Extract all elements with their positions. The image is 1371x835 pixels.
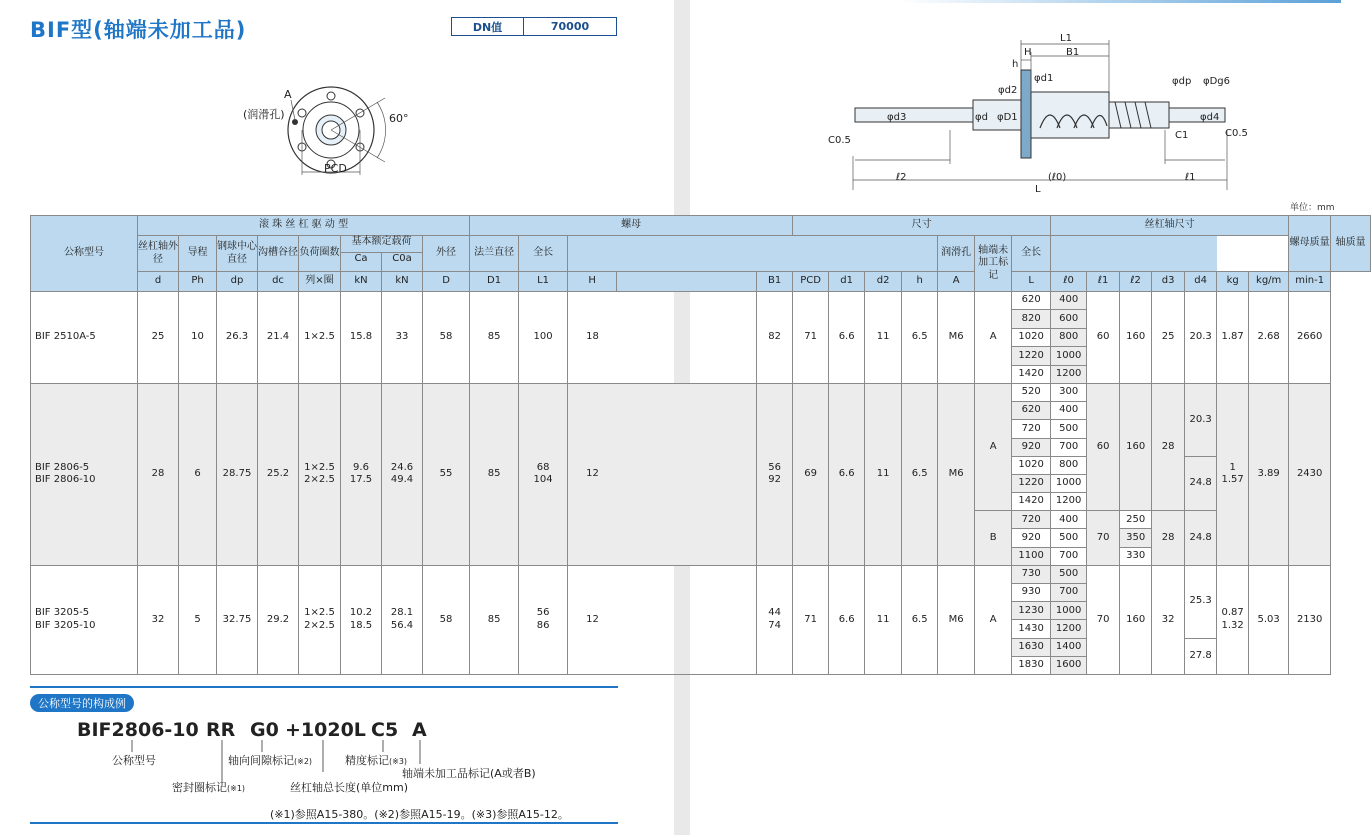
r3-c0a1: 28.1 — [390, 607, 414, 619]
r3-model2: BIF 3205-10 — [35, 619, 96, 631]
cap-seal-note: (※1) — [227, 784, 246, 793]
r2-l0A-2: 500 — [1051, 420, 1087, 438]
r3-L-2: 1230 — [1012, 602, 1051, 620]
r3-L1 — [519, 565, 568, 674]
hdr-c0a: C0a — [392, 253, 412, 264]
hdr-model: 公称型号 — [31, 216, 138, 292]
r3-shaft-mass: 5.03 — [1249, 565, 1289, 674]
u-kn1: kN — [341, 272, 382, 292]
code-model: BIF2806-10 — [77, 719, 199, 741]
r1-l0-1: 600 — [1051, 310, 1087, 328]
r2-LA-3: 920 — [1012, 438, 1051, 456]
r3-l0-3: 1200 — [1051, 620, 1087, 638]
r1-ca: 15.8 — [341, 292, 382, 384]
r1-A: M6 — [938, 292, 975, 384]
u-L1: L1 — [519, 272, 568, 292]
drawing-label-Dg6: φDg6 — [1203, 76, 1231, 87]
r3-l2: 160 — [1120, 565, 1152, 674]
drawing-label-B1: B1 — [1066, 47, 1080, 58]
r3-L-4: 1630 — [1012, 638, 1051, 656]
r3-turns2: 2×2.5 — [304, 619, 335, 631]
r2-h: 6.5 — [902, 383, 938, 565]
r2-nut-mass1: 1 — [1229, 461, 1236, 473]
u-kgm: kg/m — [1249, 272, 1289, 292]
r2-c0a2: 49.4 — [390, 474, 414, 486]
r2-d4b: 24.8 — [1185, 456, 1217, 511]
r2-L1a: 68 — [536, 461, 550, 473]
hdr-flange-d: 法兰直径 — [470, 236, 519, 272]
r2-l0B-0: 400 — [1051, 511, 1087, 529]
r3-turns — [299, 565, 341, 674]
hdr-shaft-od: 丝杠轴外 径 — [138, 236, 179, 272]
r2-d3b: 28 — [1152, 511, 1185, 566]
drawing-label-l1: ℓ1 — [1185, 172, 1196, 183]
drawing-label-angle: 60° — [389, 112, 409, 125]
r1-nut-mass: 1.87 — [1217, 292, 1249, 384]
u-ph: Ph — [179, 272, 217, 292]
u-D: D — [423, 272, 470, 292]
r1-L1: 100 — [519, 292, 568, 384]
hdr-pcd-blank — [793, 236, 829, 272]
u-blank — [617, 272, 757, 292]
hdr-b1-blank — [757, 236, 793, 272]
drawing-label-L1: L1 — [1060, 33, 1072, 44]
r3-ca2: 18.5 — [349, 619, 373, 631]
u-dp: dp — [217, 272, 258, 292]
r2-B1b: 92 — [768, 474, 781, 486]
r3-ca — [341, 565, 382, 674]
code-length: +1020L — [285, 719, 366, 741]
r2-l0B-1: 500 — [1051, 529, 1087, 547]
r1-model: BIF 2510A-5 — [31, 292, 138, 384]
drawing-label-l0: (ℓ0) — [1048, 172, 1067, 183]
r3-H: 12 — [568, 565, 617, 674]
hdr-d1-blank — [829, 236, 865, 272]
r1-c0a: 33 — [382, 292, 423, 384]
drawing-label-d2: φd2 — [998, 85, 1018, 96]
u-PCD: PCD — [793, 272, 829, 292]
code-end: A — [412, 719, 427, 741]
r3-model — [31, 565, 138, 674]
r1-l0-2: 800 — [1051, 328, 1087, 346]
r1-speed: 2660 — [1289, 292, 1331, 384]
r2-B1 — [757, 383, 793, 565]
r2-blank — [617, 383, 757, 565]
r2-turns1: 1×2.5 — [304, 461, 335, 473]
footnote: (※1)参照A15-380。(※2)参照A15-19。(※3)参照A15-12。 — [270, 808, 569, 821]
cap-clearance-text: 轴向间隙标记 — [228, 754, 294, 767]
r2-l0A-5: 1000 — [1051, 474, 1087, 492]
r2-D1: 85 — [470, 383, 519, 565]
hdr-shaft-end: 轴端未加工标记 — [975, 236, 1012, 292]
r3-ph: 5 — [179, 565, 217, 674]
r1-D1: 85 — [470, 292, 519, 384]
r2-dc: 25.2 — [258, 383, 299, 565]
u-d2: d2 — [865, 272, 902, 292]
r2-l0A-4: 800 — [1051, 456, 1087, 474]
r3-B1a: 44 — [768, 607, 781, 619]
r2-ca — [341, 383, 382, 565]
r2-nut-mass — [1217, 383, 1249, 565]
r2-shaft-mass: 3.89 — [1249, 383, 1289, 565]
r1-ph: 10 — [179, 292, 217, 384]
r3-nut-mass — [1217, 565, 1249, 674]
r3-d4b: 27.8 — [1185, 638, 1217, 674]
r2-model1: BIF 2806-5 — [35, 461, 90, 473]
r3-L-0: 730 — [1012, 565, 1051, 583]
r2-LB-0: 720 — [1012, 511, 1051, 529]
r3-L-5: 1830 — [1012, 656, 1051, 674]
drawing-label-pcd: PCD — [324, 162, 347, 175]
u-kg: kg — [1217, 272, 1249, 292]
r1-blank — [617, 292, 757, 384]
r2-D: 55 — [423, 383, 470, 565]
r3-d: 32 — [138, 565, 179, 674]
r3-L1b: 86 — [536, 619, 550, 631]
u-L: L — [1012, 272, 1051, 292]
r2-l0A-3: 700 — [1051, 438, 1087, 456]
r1-d4: 20.3 — [1185, 292, 1217, 384]
r3-blank — [617, 565, 757, 674]
dn-label: DN值 — [452, 18, 524, 35]
r2-ca2: 17.5 — [349, 474, 373, 486]
hdr-nut-group: 螺母 — [470, 216, 793, 236]
r2-LA-5: 1220 — [1012, 474, 1051, 492]
r3-c0a — [382, 565, 423, 674]
r2-turns2: 2×2.5 — [304, 474, 335, 486]
r2-d1: 6.6 — [829, 383, 865, 565]
r2-d2: 11 — [865, 383, 902, 565]
u-d: d — [138, 272, 179, 292]
r3-D1: 85 — [470, 565, 519, 674]
r3-d3: 32 — [1152, 565, 1185, 674]
r2-l0A-6: 1200 — [1051, 493, 1087, 511]
r1-mark: A — [975, 292, 1012, 384]
hdr-ball-dia: 钢球中心直径 — [217, 236, 258, 272]
drawing-label-D1: φD1 — [997, 112, 1018, 123]
drawing-label-d: φd — [975, 112, 988, 123]
hdr-hh-blank — [902, 236, 938, 272]
cap-seal — [172, 779, 245, 795]
r1-L-1: 820 — [1012, 310, 1051, 328]
r1-dc: 21.4 — [258, 292, 299, 384]
r2-LA-2: 720 — [1012, 420, 1051, 438]
r2-LA-4: 1020 — [1012, 456, 1051, 474]
hdr-lube: 润滑孔 — [938, 236, 975, 272]
r3-l0-5: 1600 — [1051, 656, 1087, 674]
r1-L-2: 1020 — [1012, 328, 1051, 346]
example-top-rule — [30, 686, 618, 688]
r2-d4c: 24.8 — [1185, 511, 1217, 566]
r2-d4a: 20.3 — [1185, 383, 1217, 456]
r3-dc: 29.2 — [258, 565, 299, 674]
r3-ca1: 10.2 — [349, 607, 373, 619]
hdr-shaft-mass: 轴质量 — [1331, 216, 1371, 272]
drawing-label-C1: C1 — [1175, 130, 1189, 141]
r2-ca1: 9.6 — [353, 461, 369, 473]
u-D1: D1 — [470, 272, 519, 292]
hdr-rated-load-label: 基本额定载荷 — [341, 236, 422, 253]
u-d3: d3 — [1152, 272, 1185, 292]
drawing-label-d1: φd1 — [1034, 73, 1054, 84]
r2-d3a: 28 — [1152, 383, 1185, 510]
dn-value-box — [451, 17, 617, 36]
u-kn2: kN — [382, 272, 423, 292]
r2-LB-1: 920 — [1012, 529, 1051, 547]
code-precision: C5 — [371, 719, 399, 741]
cap-seal-text: 密封圈标记 — [172, 781, 227, 794]
drawing-label-L: L — [1035, 184, 1041, 195]
hdr-rated-load — [341, 236, 423, 272]
r3-d2: 11 — [865, 565, 902, 674]
r3-D: 58 — [423, 565, 470, 674]
r1-D: 58 — [423, 292, 470, 384]
drawing-label-d3: φd3 — [887, 112, 907, 123]
hdr-groove-dia: 沟槽谷径 — [258, 236, 299, 272]
code-seal: RR — [206, 719, 236, 741]
r3-model1: BIF 3205-5 — [35, 607, 90, 619]
r3-l1: 70 — [1087, 565, 1120, 674]
u-d1: d1 — [829, 272, 865, 292]
r3-h: 6.5 — [902, 565, 938, 674]
r3-L1a: 56 — [536, 607, 550, 619]
r2-d: 28 — [138, 383, 179, 565]
drawing-label-c05-left: C0.5 — [828, 135, 851, 146]
r2-model2: BIF 2806-10 — [35, 474, 96, 486]
drawing-label-dp: φdp — [1172, 76, 1192, 87]
r3-l0-4: 1400 — [1051, 638, 1087, 656]
hdr-d2-blank — [865, 236, 902, 272]
r2-l1b: 70 — [1087, 511, 1120, 566]
hdr-shaft-group: 丝杠轴尺寸 — [1051, 216, 1289, 236]
r3-l0-2: 1000 — [1051, 602, 1087, 620]
r2-c0a1: 24.6 — [390, 461, 414, 473]
r2-L1b: 104 — [533, 474, 553, 486]
r3-dp: 32.75 — [217, 565, 258, 674]
cap-precision-note: (※3) — [389, 757, 408, 766]
r2-ph: 6 — [179, 383, 217, 565]
r2-mark-b: B — [975, 511, 1012, 566]
r3-c0a2: 56.4 — [390, 619, 414, 631]
r2-turns — [299, 383, 341, 565]
hdr-lead: 导程 — [179, 236, 217, 272]
cap-precision — [345, 752, 407, 768]
cap-length: 丝杠轴总长度(单位mm) — [290, 781, 409, 794]
hdr-ca: Ca — [341, 253, 382, 271]
hdr-outer-d: 外径 — [423, 236, 470, 272]
r3-d4a: 25.3 — [1185, 565, 1217, 638]
hdr-h-blank — [568, 236, 617, 272]
drawing-label-H: H — [1024, 47, 1032, 58]
r2-L1 — [519, 383, 568, 565]
top-rule — [900, 0, 1341, 3]
r2-PCD: 69 — [793, 383, 829, 565]
hdr-blank-1 — [617, 236, 757, 272]
r2-LA-1: 620 — [1012, 402, 1051, 420]
hdr-screw-group: 滚 珠 丝 杠 驱 动 型 — [138, 216, 470, 236]
drawing-label-d4: φd4 — [1200, 112, 1220, 123]
r2-LA-0: 520 — [1012, 383, 1051, 401]
u-dc: dc — [258, 272, 299, 292]
r3-nut-mass2: 1.32 — [1221, 619, 1244, 631]
r1-l0-0: 400 — [1051, 292, 1087, 310]
drawing-label-h: h — [1012, 59, 1019, 70]
r2-B1a: 56 — [768, 461, 781, 473]
u-l0: ℓ0 — [1051, 272, 1087, 292]
drawing-label-lube: (润滑孔) — [243, 108, 285, 121]
r3-turns1: 1×2.5 — [304, 607, 335, 619]
u-l2: ℓ2 — [1120, 272, 1152, 292]
r2-l2B-2: 330 — [1120, 547, 1152, 565]
r1-B1: 82 — [757, 292, 793, 384]
spec-table — [30, 215, 1371, 675]
drawing-label-a: A — [284, 88, 292, 101]
u-B1: B1 — [757, 272, 793, 292]
r3-B1 — [757, 565, 793, 674]
u-l1: ℓ1 — [1087, 272, 1120, 292]
u-H: H — [568, 272, 617, 292]
r2-LB-2: 1100 — [1012, 547, 1051, 565]
r2-dp: 28.75 — [217, 383, 258, 565]
r1-h: 6.5 — [902, 292, 938, 384]
r3-d1: 6.6 — [829, 565, 865, 674]
cap-model: 公称型号 — [112, 754, 156, 767]
u-d4: d4 — [1185, 272, 1217, 292]
example-bottom-rule — [30, 822, 618, 824]
r1-l1: 60 — [1087, 292, 1120, 384]
r2-model — [31, 383, 138, 565]
cap-clearance-note: (※2) — [294, 757, 313, 766]
r1-d1: 6.6 — [829, 292, 865, 384]
r2-nut-mass2: 1.57 — [1221, 474, 1244, 486]
r3-nut-mass1: 0.87 — [1221, 607, 1244, 619]
hdr-size-group: 尺寸 — [793, 216, 1051, 236]
r3-l0-0: 500 — [1051, 565, 1087, 583]
drawing-label-l2: ℓ2 — [896, 172, 907, 183]
dn-value: 70000 — [550, 20, 590, 33]
r2-A: M6 — [938, 383, 975, 565]
r1-H: 18 — [568, 292, 617, 384]
hdr-nut-mass: 螺母质量 — [1289, 216, 1331, 272]
r3-PCD: 71 — [793, 565, 829, 674]
r1-L-3: 1220 — [1012, 347, 1051, 365]
u-A: A — [938, 272, 975, 292]
r2-l1a: 60 — [1087, 383, 1120, 510]
r1-d2: 11 — [865, 292, 902, 384]
r2-c0a — [382, 383, 423, 565]
r3-mark: A — [975, 565, 1012, 674]
hdr-shaft-blank — [1051, 236, 1217, 272]
hdr-total-len: 全长 — [519, 236, 568, 272]
r1-L-4: 1420 — [1012, 365, 1051, 383]
r3-L-1: 930 — [1012, 584, 1051, 602]
page-title: BIF型(轴端未加工品) — [30, 18, 247, 42]
hdr-rated-sub — [341, 253, 422, 271]
r1-l0-3: 1000 — [1051, 347, 1087, 365]
r1-d3: 25 — [1152, 292, 1185, 384]
hdr-shaft-total: 全长 — [1012, 236, 1051, 272]
r2-speed: 2430 — [1289, 383, 1331, 565]
r2-l0A-1: 400 — [1051, 402, 1087, 420]
r1-l0-4: 1200 — [1051, 365, 1087, 383]
drawing-label-c05-right: C0.5 — [1225, 128, 1248, 139]
example-tag: 公称型号的构成例 — [30, 694, 134, 712]
hdr-load-turns: 负荷圈数 — [299, 236, 341, 272]
r2-H: 12 — [568, 383, 617, 565]
r2-LA-6: 1420 — [1012, 493, 1051, 511]
r2-mark-a: A — [975, 383, 1012, 510]
r2-l2a: 160 — [1120, 383, 1152, 510]
r1-dp: 26.3 — [217, 292, 258, 384]
r3-speed: 2130 — [1289, 565, 1331, 674]
r1-L-0: 620 — [1012, 292, 1051, 310]
unit-label: 单位：mm — [1290, 203, 1335, 213]
r1-PCD: 71 — [793, 292, 829, 384]
r3-B1b: 74 — [768, 619, 781, 631]
r3-A: M6 — [938, 565, 975, 674]
r2-l2B-0: 250 — [1120, 511, 1152, 529]
u-turns: 列×圈 — [299, 272, 341, 292]
r1-d: 25 — [138, 292, 179, 384]
code-clearance: G0 — [250, 719, 279, 741]
r2-l0A-0: 300 — [1051, 383, 1087, 401]
cap-precision-text: 精度标记 — [345, 754, 389, 767]
u-min: min-1 — [1289, 272, 1331, 292]
r1-turns: 1×2.5 — [299, 292, 341, 384]
r1-shaft-mass: 2.68 — [1249, 292, 1289, 384]
u-h: h — [902, 272, 938, 292]
cap-clearance — [228, 752, 312, 768]
r3-l0-1: 700 — [1051, 584, 1087, 602]
r2-l2B-1: 350 — [1120, 529, 1152, 547]
r2-l0B-2: 700 — [1051, 547, 1087, 565]
r1-l2: 160 — [1120, 292, 1152, 384]
cap-end: 轴端未加工品标记(A或者B) — [402, 767, 536, 780]
r3-L-3: 1430 — [1012, 620, 1051, 638]
